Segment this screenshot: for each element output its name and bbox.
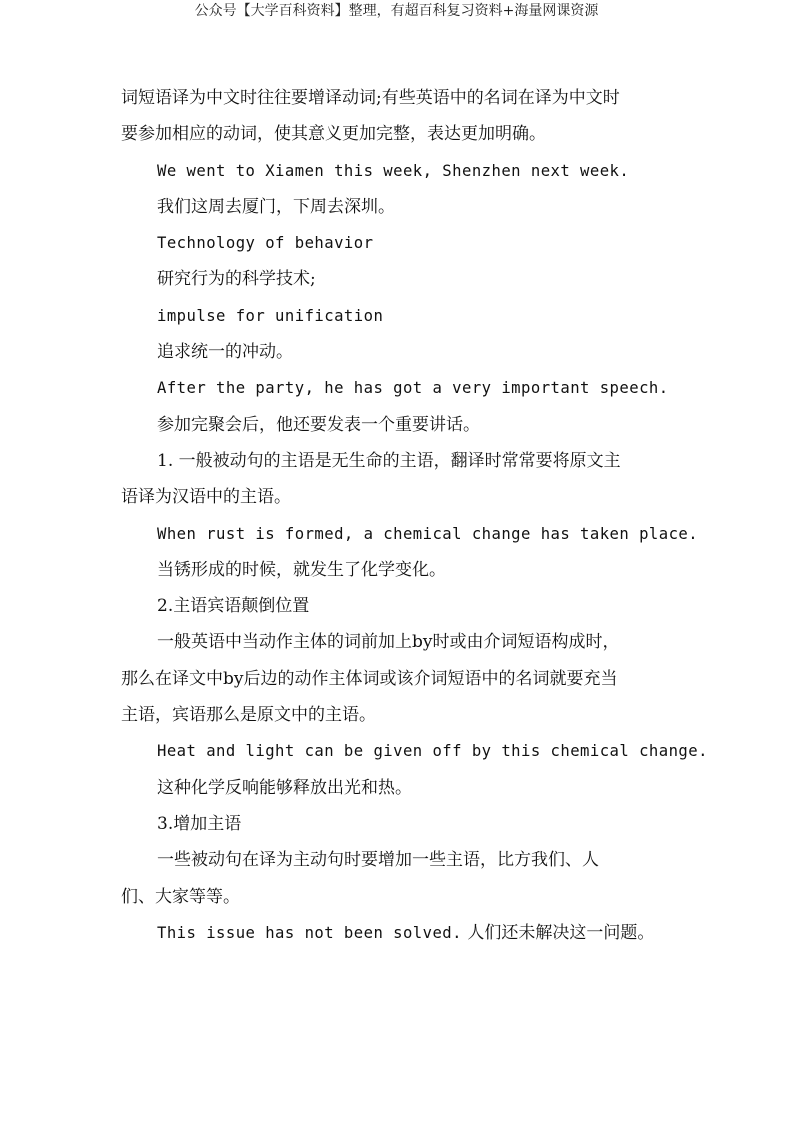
example-with-translation <box>121 915 681 951</box>
rule-paragraph-line: 1. 一般被动句的主语是无生命的主语，翻译时常常要将原文主 <box>157 450 621 471</box>
document-body <box>121 80 708 951</box>
paragraph-line: 词短语译为中文时往往要增译动词;有些英语中的名词在译为中文时 <box>121 88 620 108</box>
english-example: Heat and light can be given off by this chemical change. <box>157 742 708 761</box>
chinese-translation: 人们还未解决这一问题。 <box>467 922 655 943</box>
chinese-translation: 我们这周去厦门，下周去深圳。 <box>157 196 395 217</box>
page-header: 公众号【大学百科资料】整理，有超百科复习资料+海量网课资源 <box>194 3 599 19</box>
section-heading: 3.增加主语 <box>157 813 242 834</box>
section-heading: 2.主语宾语颠倒位置 <box>157 596 310 617</box>
english-example: impulse for unification <box>157 306 384 325</box>
english-example: This issue has not been solved. <box>157 923 462 942</box>
chinese-translation: 追求统一的冲动。 <box>157 342 293 363</box>
english-example: When rust is formed, a chemical change has taken place. <box>157 524 699 543</box>
chinese-translation: 当锈形成的时候，就发生了化学变化。 <box>157 559 446 580</box>
chinese-translation: 参加完聚会后，他还要发表一个重要讲话。 <box>157 414 480 435</box>
paragraph-line: 要参加相应的动词，使其意义更加完整，表达更加明确。 <box>121 124 546 145</box>
chinese-translation: 这种化学反响能够释放出光和热。 <box>157 777 412 798</box>
rule-paragraph-line: 一般英语中当动作主体的词前加上by时或由介词短语构成时， <box>157 632 620 653</box>
english-example: After the party, he has got a very important speech. <box>157 379 669 398</box>
english-example: We went to Xiamen this week, Shenzhen next week. <box>157 161 630 180</box>
rule-paragraph-line: 那么在译文中by后边的动作主体词或该介词短语中的名词就要充当 <box>121 668 618 689</box>
rule-paragraph-line: 主语，宾语那么是原文中的主语。 <box>121 705 376 726</box>
chinese-translation: 研究行为的科学技术; <box>157 269 316 290</box>
rule-paragraph-line: 们、大家等等。 <box>121 886 240 907</box>
rule-paragraph-line: 语译为汉语中的主语。 <box>121 487 291 508</box>
english-example: Technology of behavior <box>157 234 374 253</box>
rule-paragraph-line: 一些被动句在译为主动句时要增加一些主语，比方我们、人 <box>157 850 599 871</box>
